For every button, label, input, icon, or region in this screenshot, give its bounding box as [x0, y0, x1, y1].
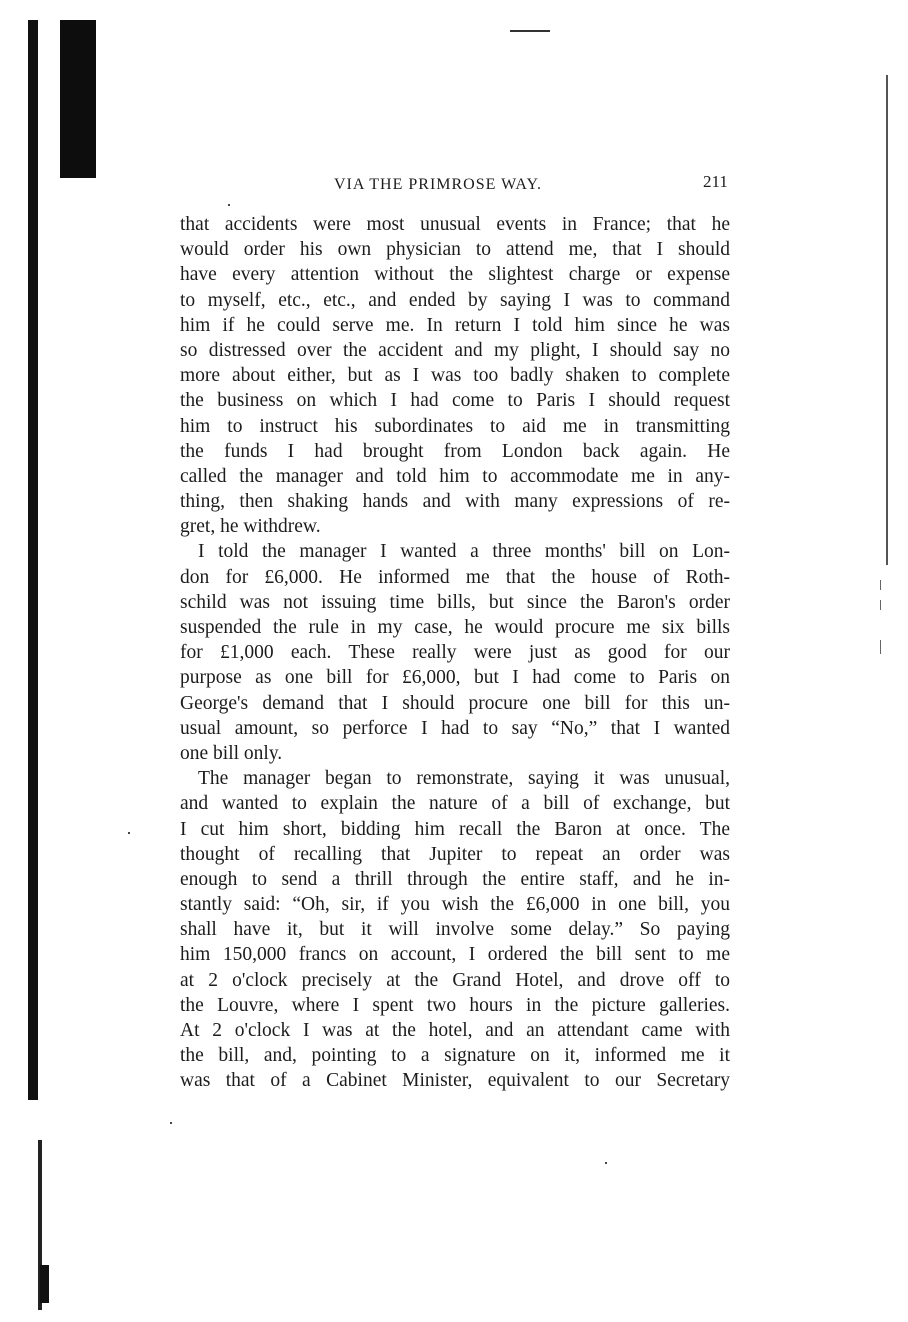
- scan-edge-dash-right: [880, 580, 881, 590]
- text-line: him 150,000 francs on account, I ordered the bill sent to me: [180, 944, 730, 966]
- text-line: the funds I had brought from London back again. He: [180, 440, 730, 462]
- text-line: The manager began to remonstrate, saying it was unusual,: [198, 768, 730, 790]
- text-line: shall have it, but it will involve some delay.” So paying: [180, 919, 730, 941]
- text-line: I cut him short, bidding him recall the Baron at once. The: [180, 818, 730, 840]
- scan-speck: [170, 1122, 172, 1124]
- scan-edge-line-right: [886, 75, 888, 565]
- text-line: would order his own physician to attend me, that I should: [180, 239, 730, 261]
- text-line: thought of recalling that Jupiter to repeat an order was: [180, 843, 730, 865]
- scan-edge-dash-right: [880, 640, 881, 654]
- scan-speck: [228, 204, 230, 206]
- text-line: to myself, etc., etc., and ended by saying I was to command: [180, 289, 730, 311]
- text-line: have every attention without the slightest charge or expense: [180, 264, 730, 286]
- scan-mark-top: [510, 30, 550, 32]
- text-line: suspended the rule in my case, he would procure me six bills: [180, 617, 730, 638]
- text-line: him if he could serve me. In return I told him since he was: [180, 314, 730, 336]
- scan-speck: [605, 1162, 607, 1164]
- page-number: 211: [703, 172, 728, 191]
- text-line: one bill only.: [180, 742, 283, 764]
- text-line: enough to send a thrill through the entire staff, and he in-: [180, 868, 730, 890]
- text-line: more about either, but as I was too badly shaken to complete: [180, 365, 730, 387]
- text-line: that accidents were most unusual events in France; that he: [180, 214, 730, 235]
- text-line: the bill, and, pointing to a signature on it, informed me it: [180, 1045, 730, 1067]
- text-line: stantly said: “Oh, sir, if you wish the £6,000 in one bill, you: [180, 894, 730, 916]
- scan-edge-shadow-top-left: [60, 20, 96, 178]
- text-line: schild was not issuing time bills, but since the Baron's order: [180, 591, 730, 613]
- scan-edge-dash-right: [880, 600, 881, 610]
- text-line: him to instruct his subordinates to aid me in transmitting: [180, 415, 730, 437]
- scan-speck: [128, 832, 130, 834]
- text-line: don for £6,000. He informed me that the house of Roth-: [180, 566, 730, 588]
- text-line: At 2 o'clock I was at the hotel, and an attendant came with: [180, 1020, 730, 1041]
- text-line: so distressed over the accident and my plight, I should say no: [180, 339, 730, 361]
- text-line: I told the manager I wanted a three months' bill on Lon-: [198, 541, 730, 563]
- running-title: VIA THE PRIMROSE WAY.: [334, 176, 543, 193]
- text-line: the business on which I had come to Paris I should request: [180, 390, 730, 412]
- text-line: George's demand that I should procure one bill for this un-: [180, 692, 730, 714]
- text-line: gret, he withdrew.: [180, 516, 321, 538]
- text-line: the Louvre, where I spent two hours in the picture galleries.: [180, 994, 730, 1016]
- text-line: at 2 o'clock precisely at the Grand Hotel, and drove off to: [180, 969, 730, 991]
- scan-edge-mark-bottom-left: [40, 1265, 49, 1303]
- text-line: usual amount, so perforce I had to say “No,” that I wanted: [180, 717, 730, 739]
- text-line: purpose as one bill for £6,000, but I had come to Paris on: [180, 667, 730, 689]
- text-line: called the manager and told him to accommodate me in any-: [180, 465, 730, 487]
- scan-edge-shadow-left: [28, 20, 38, 1100]
- text-line: was that of a Cabinet Minister, equivalent to our Secretary: [180, 1070, 730, 1092]
- text-line: and wanted to explain the nature of a bill of exchange, but: [180, 793, 730, 815]
- page-body-text: [180, 212, 730, 1094]
- text-line: thing, then shaking hands and with many expressions of re-: [180, 491, 730, 513]
- text-line: for £1,000 each. These really were just as good for our: [180, 642, 730, 664]
